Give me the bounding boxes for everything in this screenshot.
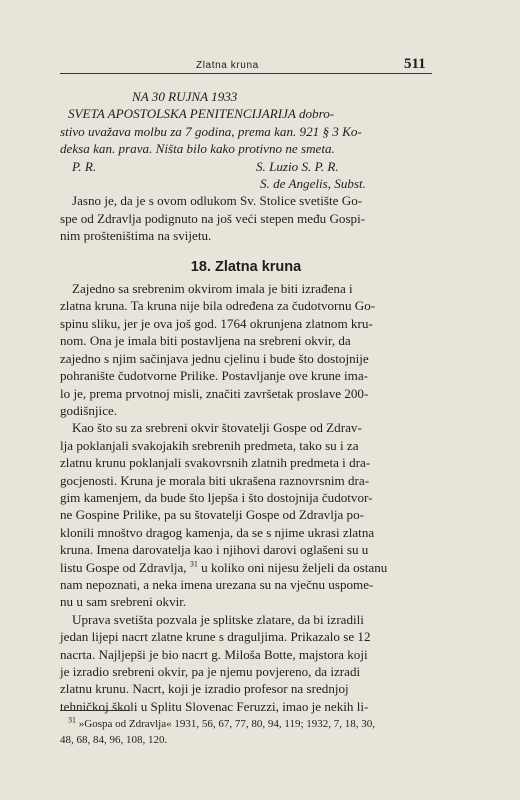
paragraph-line: lja poklanjali svakojakih srebrenih predmeta, tako su i za — [60, 437, 359, 453]
paragraph-line: ne Gospine Prilike, pa su štovatelji Gospe od Zdravlja po- — [60, 507, 365, 523]
paragraph-text: listu Gospe od Zdravlja, — [60, 559, 187, 575]
paragraph-line: kruna. Imena darovatelja kao i njihovi darovi oglašeni su u — [60, 542, 369, 558]
intro-line: nim proštеništima na svijetu. — [60, 228, 212, 244]
footnote-reference: 31 — [189, 559, 198, 569]
paragraph-line: Uprava svetišta pozvala je splitske zlatare, da bi izradili — [72, 611, 364, 627]
running-header: Zlatna kruna — [196, 60, 259, 71]
section-heading: 18. Zlatna kruna — [190, 258, 302, 275]
paragraph-line: Kao što su za srebreni okvir štovatelji Gospe od Zdrav- — [72, 420, 362, 436]
paragraph-line: nam nepoznati, a neka imena urezana su na vječnu uspome- — [60, 576, 374, 592]
footnote-line — [60, 716, 432, 732]
decree-signature-row — [60, 158, 432, 175]
paragraph-line: spinu sliku, jer je ova još god. 1764 okrunjena zlatnom kru- — [60, 315, 373, 331]
paragraph-line: klonili mnoštvo dragog kamenja, da se s njime ukrasi zlatna — [60, 524, 375, 540]
signature-right-2: S. de Angelis, Subst. — [260, 176, 366, 192]
paragraph-line: zajedno s njim sačinjava jednu cjelinu i bude što dostojnije — [60, 350, 369, 366]
signature-right-1: S. Luzio S. P. R. — [256, 158, 339, 174]
paragraph-text: u koliko oni nijesu željeli da ostanu — [197, 559, 388, 575]
paragraph-line: godišnjice. — [60, 402, 118, 418]
paragraph-line: zlatna kruna. Ta kruna nije bila određena za čudotvornu Go- — [60, 298, 376, 314]
paragraph-line: je izradio srebreni okvir, pa je njemu povjereno, da izradi — [60, 664, 361, 679]
paragraph-line: nu u sam srebreni okvir. — [60, 594, 187, 610]
footnote-line: 48, 68, 84, 96, 108, 120. — [60, 734, 168, 746]
paragraph-line: pohranište čudotvorne Prilike. Postavljanje ove krune ima- — [60, 368, 368, 384]
paragraph-line-with-footnote — [60, 559, 432, 576]
footnote-text: »Gospa od Zdravlja« 1931, 56, 67, 77, 80, 94, 119; 1932, 7, 18, 30, — [78, 718, 376, 730]
paragraph-line: nacrta. Najljepši je bio nacrt g. Miloša Botte, majstora koji — [60, 646, 368, 662]
decree-date: NA 30 RUJNA 1933 — [132, 89, 238, 104]
footnote-number: 31 — [68, 715, 76, 725]
paragraph-line: jedan lijepi nacrt zlatne krune s draguljima. Prikazalo se 12 — [60, 629, 371, 645]
page-number: 511 — [404, 56, 426, 72]
paragraph-line: gim kamenjem, da bude što ljepša i što dostojnija čudotvor- — [60, 489, 373, 505]
paragraph-line: nom. Ona je imala biti postavljena na srebreni okvir, da — [60, 333, 351, 349]
decree-line: stivo uvažava molbu za 7 godina, prema kan. 921 § 3 Ko- — [60, 123, 362, 139]
paragraph-line: zlatnu krunu. Nacrt, koji je izradio profesor na srednjoj — [60, 681, 349, 697]
page-body — [60, 88, 432, 715]
decree-title: SVETA APOSTOLSKA PENITENCIJARIJA dobro- — [68, 106, 335, 122]
footnote — [60, 716, 432, 748]
paragraph-line: gocjenosti. Kruna je morala biti ukrašena raznovrsnim dra- — [60, 472, 370, 488]
paragraph-line: Zajedno sa srebrenim okvirom imala je biti izrađena i — [72, 281, 353, 297]
paragraph-line: zlatnu krunu poklanjali svakovrsnih zlatnih predmeta i dra- — [60, 455, 371, 471]
intro-line: Jasno je, da je s ovom odlukom Sv. Stolice svetište Go- — [72, 193, 363, 209]
decree-line: deksa kan. prava. Ništa bilo kako protivno ne smeta. — [60, 141, 335, 157]
intro-line: spe od Zdravlja podignuto na još veći stepen među Gospi- — [60, 210, 366, 226]
paragraph-line: tehničkoj školi u Splitu Slovenac Feruzzi, imao je nekih li- — [60, 698, 369, 714]
header-rule — [60, 73, 432, 74]
signature-left: P. R. — [72, 158, 97, 174]
footnote-rule — [60, 710, 130, 711]
paragraph-line: lo je, prema prvotnoj misli, značiti završetak proslave 200- — [60, 385, 369, 401]
